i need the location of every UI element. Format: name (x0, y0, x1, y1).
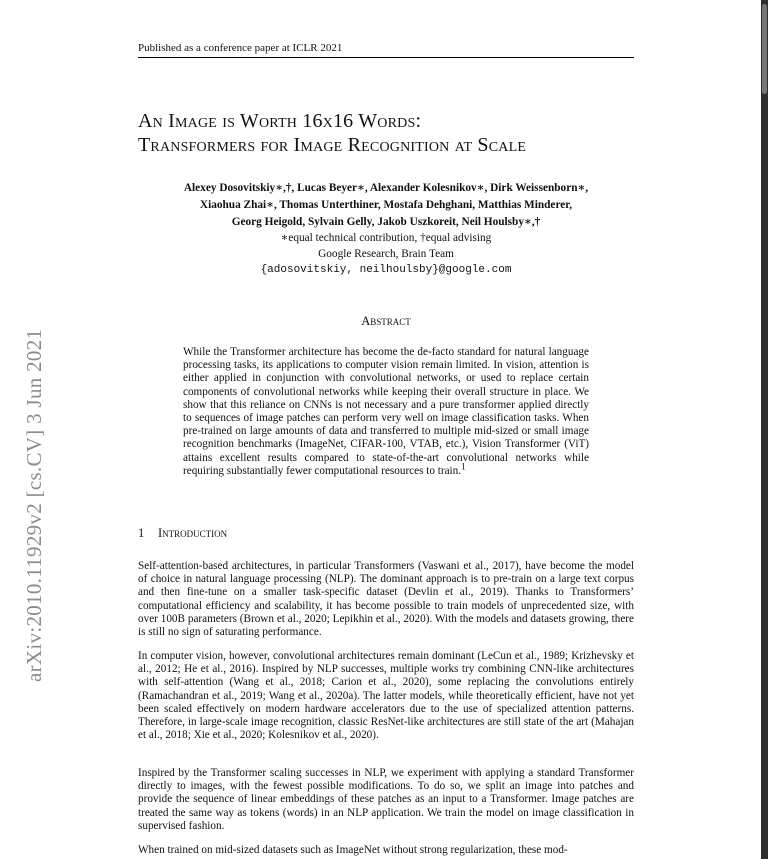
vertical-scrollbar[interactable] (761, 0, 768, 859)
intro-paragraph-1: Self-attention-based architectures, in particular Transformers (Vaswani et al., 2017), have become the model of choice in natural language processing (NLP). The dominant approach is to pre-train on a large text corpus and then fine-tune on a smaller task-specific dataset (Devlin et al., 2019). Thanks to Transformers’ computational efficiency and scalability, it has become possible to train models of unprecedented size, with over 100B parameters (Brown et al., 2020; Lepikhin et al., 2020). With the models and datasets growing, there is still no sign of saturating performance. (138, 560, 634, 639)
title-line-1: An Image is Worth 16x16 Words: (138, 110, 422, 132)
intro-paragraph-4: When trained on mid-sized datasets such as ImageNet without strong regularization, these mod- (138, 844, 568, 856)
title-line-2: Transformers for Image Recognition at Scale (138, 134, 527, 156)
paper-title (138, 109, 658, 157)
author-line-3: Georg Heigold, Sylvain Gelly, Jakob Uszkoreit, Neil Houlsby∗,† (231, 216, 541, 228)
scrollbar-thumb[interactable] (762, 4, 767, 94)
section-title: Introduction (158, 526, 228, 540)
contact-email: {adosovitskiy, neilhoulsby}@google.com (260, 264, 512, 276)
author-line-2: Xiaohua Zhai∗, Thomas Unterthiner, Mostafa Dehghani, Matthias Minderer, (199, 199, 573, 211)
author-line-1: Alexey Dosovitskiy∗,†, Lucas Beyer∗, Alexander Kolesnikov∗, Dirk Weissenborn∗, (183, 182, 589, 194)
intro-paragraph-3: Inspired by the Transformer scaling successes in NLP, we experiment with applying a standard Transformer directly to images, with the fewest possible modifications. To do so, we split an image into patches and provide the sequence of linear embeddings of these patches as an input to a Transformer. Image patches are treated the same way as tokens (words) in an NLP application. We train the model on image classification in supervised fashion. (138, 767, 634, 832)
section-number: 1 (138, 526, 145, 540)
contribution-note: ∗equal technical contribution, †equal advising (280, 232, 492, 244)
abstract-body: While the Transformer architecture has become the de-facto standard for natural language processing tasks, its applications to computer vision remain limited. In vision, attention is either applied in conjunction with convolutional networks, or used to replace certain components of convolutional networks while keeping their overall structure in place. We show that this reliance on CNNs is not necessary and a pure transformer applied directly to sequences of image patches can perform very well on image classification tasks. When pre-trained on large amounts of data and transferred to multiple mid-sized or small image recognition benchmarks (ImageNet, CIFAR-100, VTAB, etc.), Vision Transformer (ViT) attains excellent results compared to state-of-the-art convolutional networks while requiring substantially fewer computational resources to train. (183, 346, 589, 477)
section-heading (138, 526, 634, 541)
footnote-marker[interactable]: 1 (461, 462, 466, 473)
abstract-heading: Abstract (361, 314, 411, 328)
intro-paragraph-2: In computer vision, however, convolutional architectures remain dominant (LeCun et al., 1989; Krizhevsky et al., 2012; He et al., 2016). Inspired by NLP successes, multiple works try combining CNN-like architectures with self-attention (Wang et al., 2018; Carion et al., 2020), some replacing the convolutions entirely (Ramachandran et al., 2019; Wang et al., 2020a). The latter models, while theoretically efficient, have not yet been scaled effectively on modern hardware accelerators due to the use of specialized attention patterns. Therefore, in large-scale image recognition, classic ResNet-like architectures are still state of the art (Mahajan et al., 2018; Xie et al., 2020; Kolesnikov et al., 2020). (138, 650, 634, 742)
running-header: Published as a conference paper at ICLR 2021 (138, 42, 634, 58)
author-list (138, 180, 634, 231)
organization: Google Research, Brain Team (318, 248, 454, 260)
arxiv-identifier-stamp: arXiv:2010.11929v2 [cs.CV] 3 Jun 2021 (22, 328, 46, 682)
affiliation-block (138, 230, 634, 278)
abstract-text (183, 346, 589, 478)
